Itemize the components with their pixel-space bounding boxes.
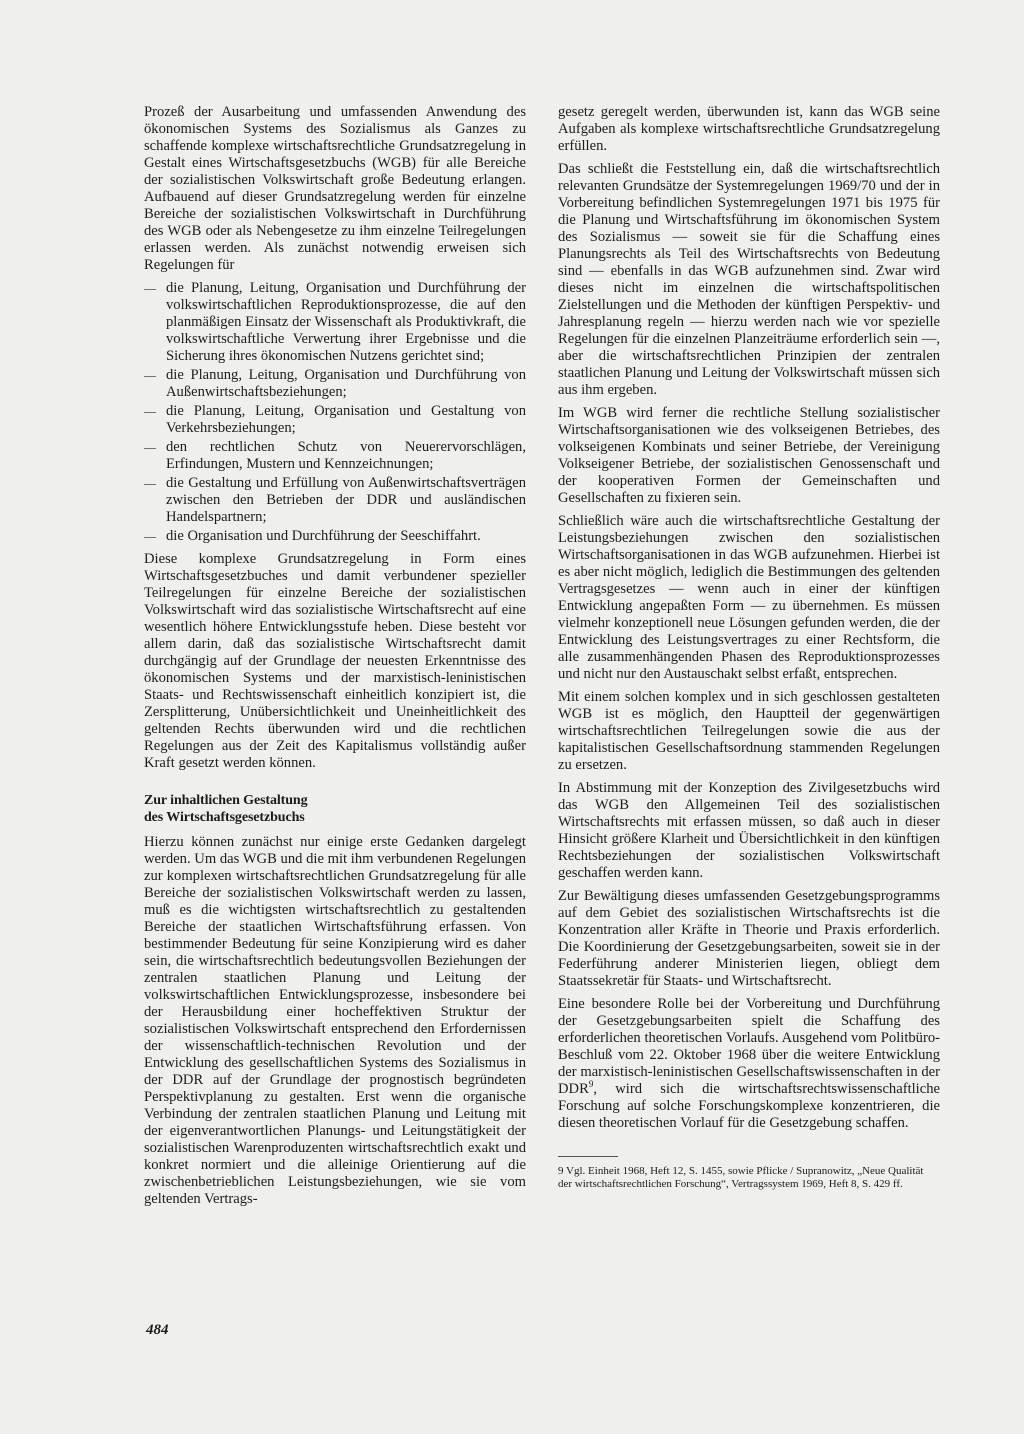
body-paragraph: Zur Bewältigung dieses umfassenden Gesetzgebungsprogramms auf dem Gebiet des sozialistischen Wirtschaftsrechts ist die Konzentration aller Kräfte in Theorie und Praxis erforderlich. Die Koordinierung der Gesetzgebungsarbeiten, soweit sie in der Federführung anderer Ministerien liegen, obliegt dem Staatssekretär für Staats- und Wirtschaftsrecht. [558,888,940,989]
body-paragraph: Im WGB wird ferner die rechtliche Stellung sozialistischer Wirtschaftsorganisationen wie des volkseigenen Betriebes, des volkseigenen Kombinats und seiner Betriebe, der Vereinigung Volkseigener Betriebe, der sozialistischen Genossenschaft und der kooperativen Formen der Gemeinschaften und Gesellschaften zu fixieren sein. [558,405,940,506]
list-item: — die Planung, Leitung, Organisation und Durchführung von Außenwirtschaftsbeziehungen; [144,367,526,401]
footnote-divider [558,1156,618,1157]
list-item: — die Planung, Leitung, Organisation und Durchführung der volkswirtschaftlichen Reproduktionsprozesse, die auf den planmäßigen Einsatz der Wissenschaft als Produktivkraft, die volkswirtschaftliche Verwertung ihrer Ergebnisse und die Sicherung ihres ökonomischen Nutzens gerichtet sind; [144,280,526,365]
body-paragraph: Diese komplexe Grundsatzregelung in Form eines Wirtschaftsgesetzbuches und damit verbundener spezieller Teilregelungen für einzelne Bereiche der sozialistischen Volkswirtschaft wird das sozialistische Wirtschaftsrecht auf eine wesentlich höhere Entwicklungsstufe heben. Diese besteht vor allem darin, daß das sozialistische Wirtschaftsrecht damit durchgängig auf der Grundlage der neuesten Erkenntnisse des ökonomischen Systems und der marxistisch-leninistischen Staats- und Rechtswissenschaft einheitlich konzipiert ist, die Zersplitterung, Unübersichtlichkeit und Uneinheitlichkeit des geltenden Rechts überwunden wird und die rechtlichen Regelungen aus der Zeit des Kapitalismus vollständig außer Kraft gesetzt werden können. [144,551,526,771]
page-number: 484 [146,1322,169,1338]
paragraph-text: Eine besondere Rolle bei der Vorbereitung und Durchführung der Gesetzgebungsarbeiten spielt die Schaffung des erforderlichen theoretischen Vorlaufs. Ausgehend vom Politbüro-Beschluß vom 22. Oktober 1968 über die weitere Entwicklung der marxistisch-leninistischen Gesellschaftswissenschaften in der DDR [558,996,940,1097]
list-item: — die Organisation und Durchführung der Seeschiffahrt. [144,528,526,545]
body-paragraph: Hierzu können zunächst nur einige erste Gedanken dargelegt werden. Um das WGB und die mit ihm verbundenen Regelungen zur komplexen wirtschaftsrechtlichen Grundsatzregelung für alle Bereiche der sozialistischen Volkswirtschaft werden zu lassen, muß es die wichtigsten wirtschaftsrechtlich zu gestaltenden Bereiche der staatlichen Wirtschaftsführung erfassen. Von bestimmender Bedeutung für seine Konzipierung wird es daher sein, die wirtschaftsrechtlich bedeutungsvollen Beziehungen der zentralen staatlichen Planung und Leitung der volkswirtschaftlichen Entwicklungsprozesse, insbesondere bei der Herausbildung einer hocheffektiven Struktur der sozialistischen Volkswirtschaft entsprechend den Erfordernissen der wissenschaftlich-technischen Revolution und der Entwicklung des gesellschaftlichen Systems des Sozialismus in der DDR auf der Grundlage der prognostisch begründeten Perspektivplanung zu gestalten. Erst wenn die organische Verbindung der zentralen staatlichen Planung und Leitung mit der eigenverantwortlichen Planungs- und Leitungstätigkeit der sozialistischen Warenproduzenten wirtschaftsrechtlich exakt und konkret normiert und die alleinige Orientierung auf die zwischenbetrieblichen Leistungsbeziehungen, wie sie vom geltenden Vertrags- [144,834,526,1207]
left-column [144,104,526,1214]
body-paragraph: gesetz geregelt werden, überwunden ist, kann das WGB seine Aufgaben als komplexe wirtschaftsrechtliche Grundsatzregelung erfüllen. [558,104,940,154]
body-paragraph [558,996,940,1132]
body-paragraph: Schließlich wäre auch die wirtschaftsrechtliche Gestaltung der Leistungsbeziehungen zwischen den sozialistischen Wirtschaftsorganisationen in das WGB aufzunehmen. Hierbei ist es aber nicht möglich, lediglich die Bestimmungen des geltenden Vertragsgesetzes — wenn auch in einer der künftigen Entwicklung angepaßten Form — zu übernehmen. Es müssen vielmehr konzeptionell neue Lösungen gefunden werden, die der Entwicklung des Leistungsvertrages zu einer Rechtsform, die alle zusammenhängenden Phasen des Reproduktionsprozesses und nicht nur den Austauschakt selbst erfaßt, entsprechen. [558,513,940,682]
list-item: — die Gestaltung und Erfüllung von Außenwirtschaftsverträgen zwischen den Betrieben der DDR und ausländischen Handelspartnern; [144,475,526,526]
body-paragraph: In Abstimmung mit der Konzeption des Zivilgesetzbuchs wird das WGB den Allgemeinen Teil des sozialistischen Wirtschaftsrechts mit erfassen müssen, so daß auch in dieser Hinsicht größere Klarheit und Übersichtlichkeit in den künftigen Rechtsbeziehungen der sozialistischen Volkswirtschaft geschaffen werden kann. [558,780,940,881]
paragraph-text: , wird sich die wirtschaftsrechtswissenschaftliche Forschung auf solche Forschungskomplexe konzentrieren, die diesen theoretischen Vorlauf für die Gesetzgebung schaffen. [558,1081,940,1131]
list-item: — die Planung, Leitung, Organisation und Gestaltung von Verkehrsbeziehungen; [144,403,526,437]
footnote: 9 Vgl. Einheit 1968, Heft 12, S. 1455, sowie Pflicke / Supranowitz, „Neue Qualität der wirtschaftsrechtlichen Forschung“, Vertragssystem 1969, Heft 8, S. 429 ff. [558,1165,924,1190]
section-heading [144,792,526,826]
section-heading-line: des Wirtschaftsgesetzbuchs [144,810,305,825]
body-paragraph: Das schließt die Feststellung ein, daß die wirtschaftsrechtlich relevanten Grundsätze der Systemregelungen 1969/70 und der in Vorbereitung befindlichen Systemregelungen 1971 bis 1975 für die Planung und Wirtschaftsführung im ökonomischen System des Sozialismus — soweit sie für die Schaffung eines Planungsrechts als Teil des Wirtschaftsrechts von Bedeutung sind — ebenfalls in das WGB aufzunehmen sind. Zwar wird dieses nicht im einzelnen die wirtschaftspolitischen Zielstellungen und die Methoden der künftigen Perspektiv- und Jahresplanung regeln — hierzu werden nach wie vor spezielle Regelungen für die einzelnen Planzeiträume erforderlich sein —, aber die wirtschaftsrechtlichen Prinzipien der zentralen staatlichen Planung und Leitung der Volkswirtschaft müssen sich aus ihm ergeben. [558,161,940,398]
list-item: — den rechtlichen Schutz von Neuerervorschlägen, Erfindungen, Mustern und Kennzeichnungen; [144,439,526,473]
right-column [558,104,940,1197]
section-heading-line: Zur inhaltlichen Gestaltung [144,793,308,808]
body-paragraph: Mit einem solchen komplex und in sich geschlossen gestalteten WGB ist es möglich, den Hauptteil der gegenwärtigen wirtschaftsrechtlichen Teilregelungen sowie die aus der kapitalistischen Gesellschaftsordnung stammenden Regelungen zu ersetzen. [558,689,940,773]
regulation-list [144,280,526,545]
footnote-reference[interactable]: 9 [588,1079,594,1090]
intro-paragraph: Prozeß der Ausarbeitung und umfassenden Anwendung des ökonomischen Systems des Sozialismus als Ganzes zu schaffende komplexe wirtschaftsrechtliche Grundsatzregelung in Gestalt eines Wirtschaftsgesetzbuchs (WGB) für alle Bereiche der sozialistischen Volkswirtschaft große Bedeutung erlangen. Aufbauend auf dieser Grundsatzregelung werden für einzelne Bereiche der sozialistischen Volkswirtschaft in Durchführung des WGB oder als Nebengesetze zu ihm einzelne Teilregelungen erlassen werden. Als zunächst notwendig erweisen sich Regelungen für [144,104,526,273]
